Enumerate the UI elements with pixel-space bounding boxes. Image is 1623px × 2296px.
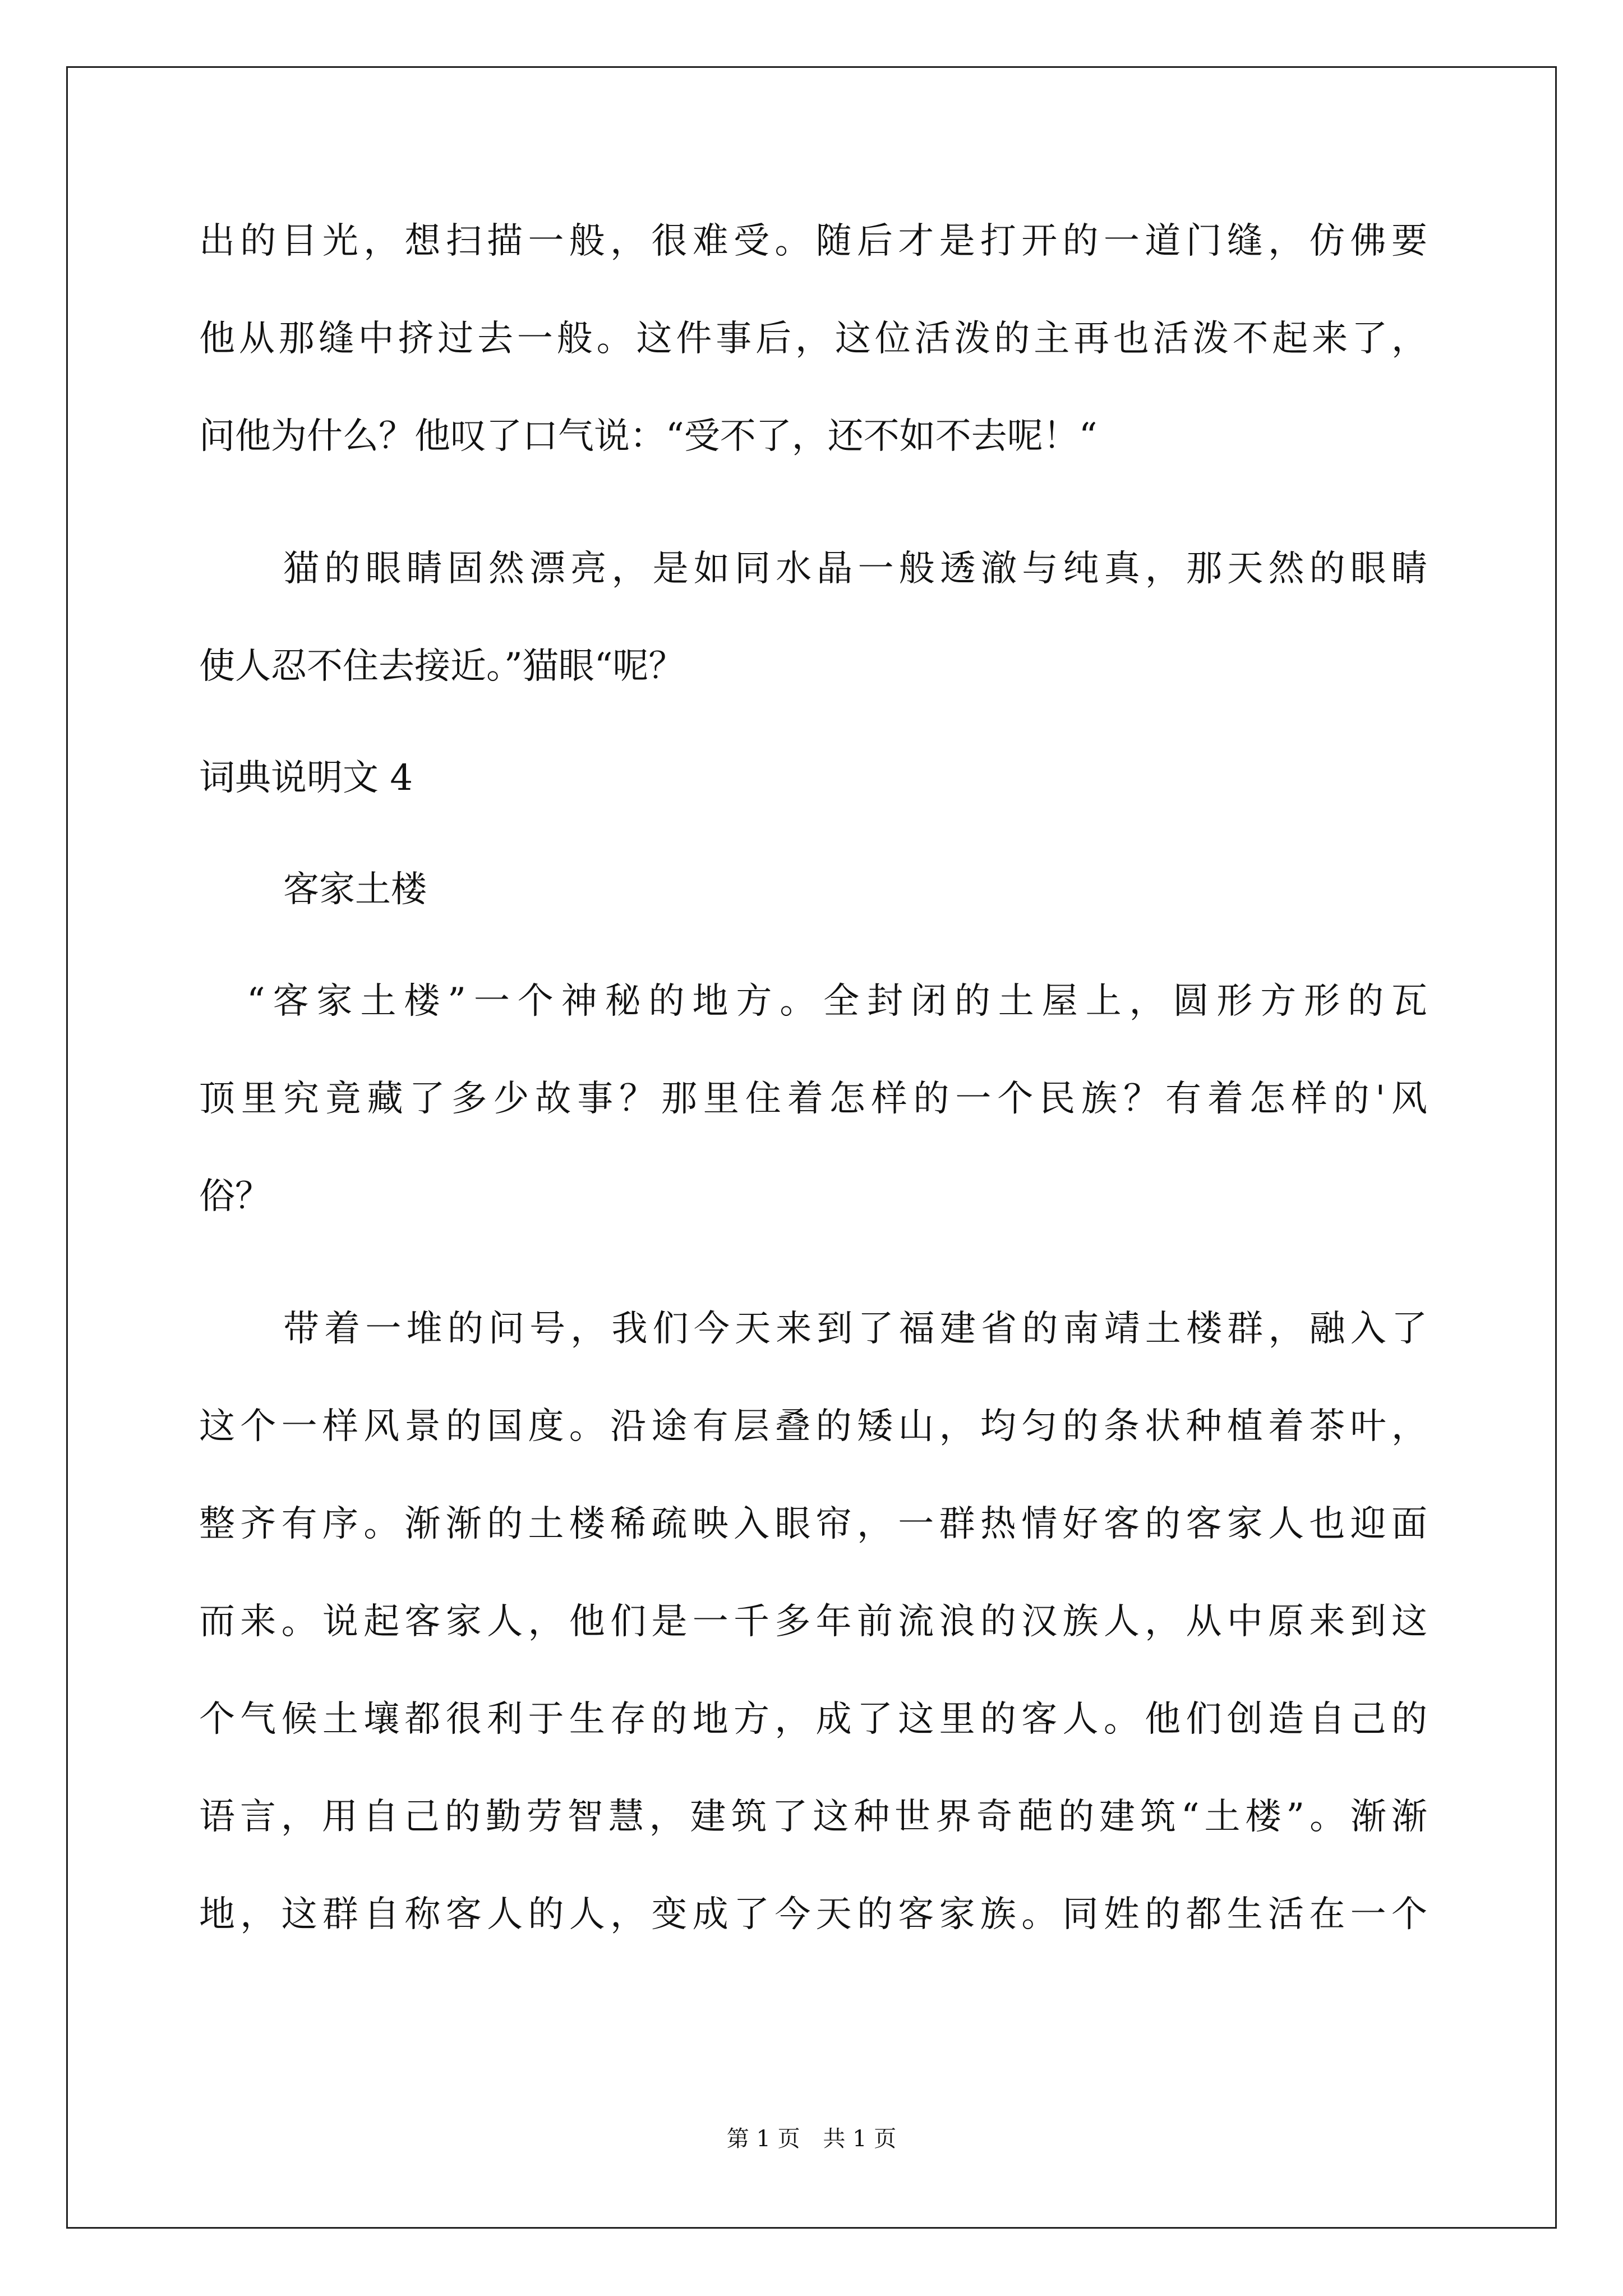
body-text-line: 使人忍不住去接近。”猫眼“呢？ xyxy=(199,646,685,687)
body-text-line: 这个一样风景的国度。沿途有层叠的矮山，均匀的条状种植着茶叶， xyxy=(199,1406,1427,1447)
body-text-line: 出的目光，想扫描一般，很难受。随后才是打开的一道门缝，仿佛要 xyxy=(199,220,1427,262)
body-text-line: “客家土楼”一个神秘的地方。全封闭的土屋上，圆形方形的瓦 xyxy=(247,981,1427,1022)
page-total: 共 1 页 xyxy=(823,2126,897,2152)
body-text-line: 俗？ xyxy=(199,1176,271,1217)
section-heading: 词典说明文 4 xyxy=(199,757,413,799)
body-text-line: 问他为什么？他叹了口气说：“受不了，还不如不去呢！“ xyxy=(199,416,1098,457)
body-text-line: 个气候土壤都很利于生存的地方，成了这里的客人。他们创造自己的 xyxy=(199,1699,1427,1740)
body-text-line: 地，这群自称客人的人，变成了今天的客家族。同姓的都生活在一个 xyxy=(199,1894,1427,1935)
body-text-line: 语言，用自己的勤劳智慧，建筑了这种世界奇葩的建筑“土楼”。渐渐 xyxy=(199,1796,1427,1838)
body-text-line: 猫的眼睛固然漂亮，是如同水晶一般透澈与纯真，那天然的眼睛 xyxy=(283,548,1427,590)
article-title: 客家土楼 xyxy=(283,869,427,910)
page-number: 第 1 页 xyxy=(726,2126,800,2152)
body-text-line: 带着一堆的问号，我们今天来到了福建省的南靖土楼群，融入了 xyxy=(283,1308,1427,1350)
page-footer xyxy=(0,2125,1623,2153)
body-text-line: 他从那缝中挤过去一般。这件事后，这位活泼的主再也活泼不起来了， xyxy=(199,318,1427,360)
body-text-line: 而来。说起客家人，他们是一千多年前流浪的汉族人，从中原来到这 xyxy=(199,1601,1427,1642)
body-text-line: 顶里究竟藏了多少故事？那里住着怎样的一个民族？有着怎样的'风 xyxy=(199,1078,1427,1120)
body-text-line: 整齐有序。渐渐的土楼稀疏映入眼帘，一群热情好客的客家人也迎面 xyxy=(199,1503,1427,1545)
